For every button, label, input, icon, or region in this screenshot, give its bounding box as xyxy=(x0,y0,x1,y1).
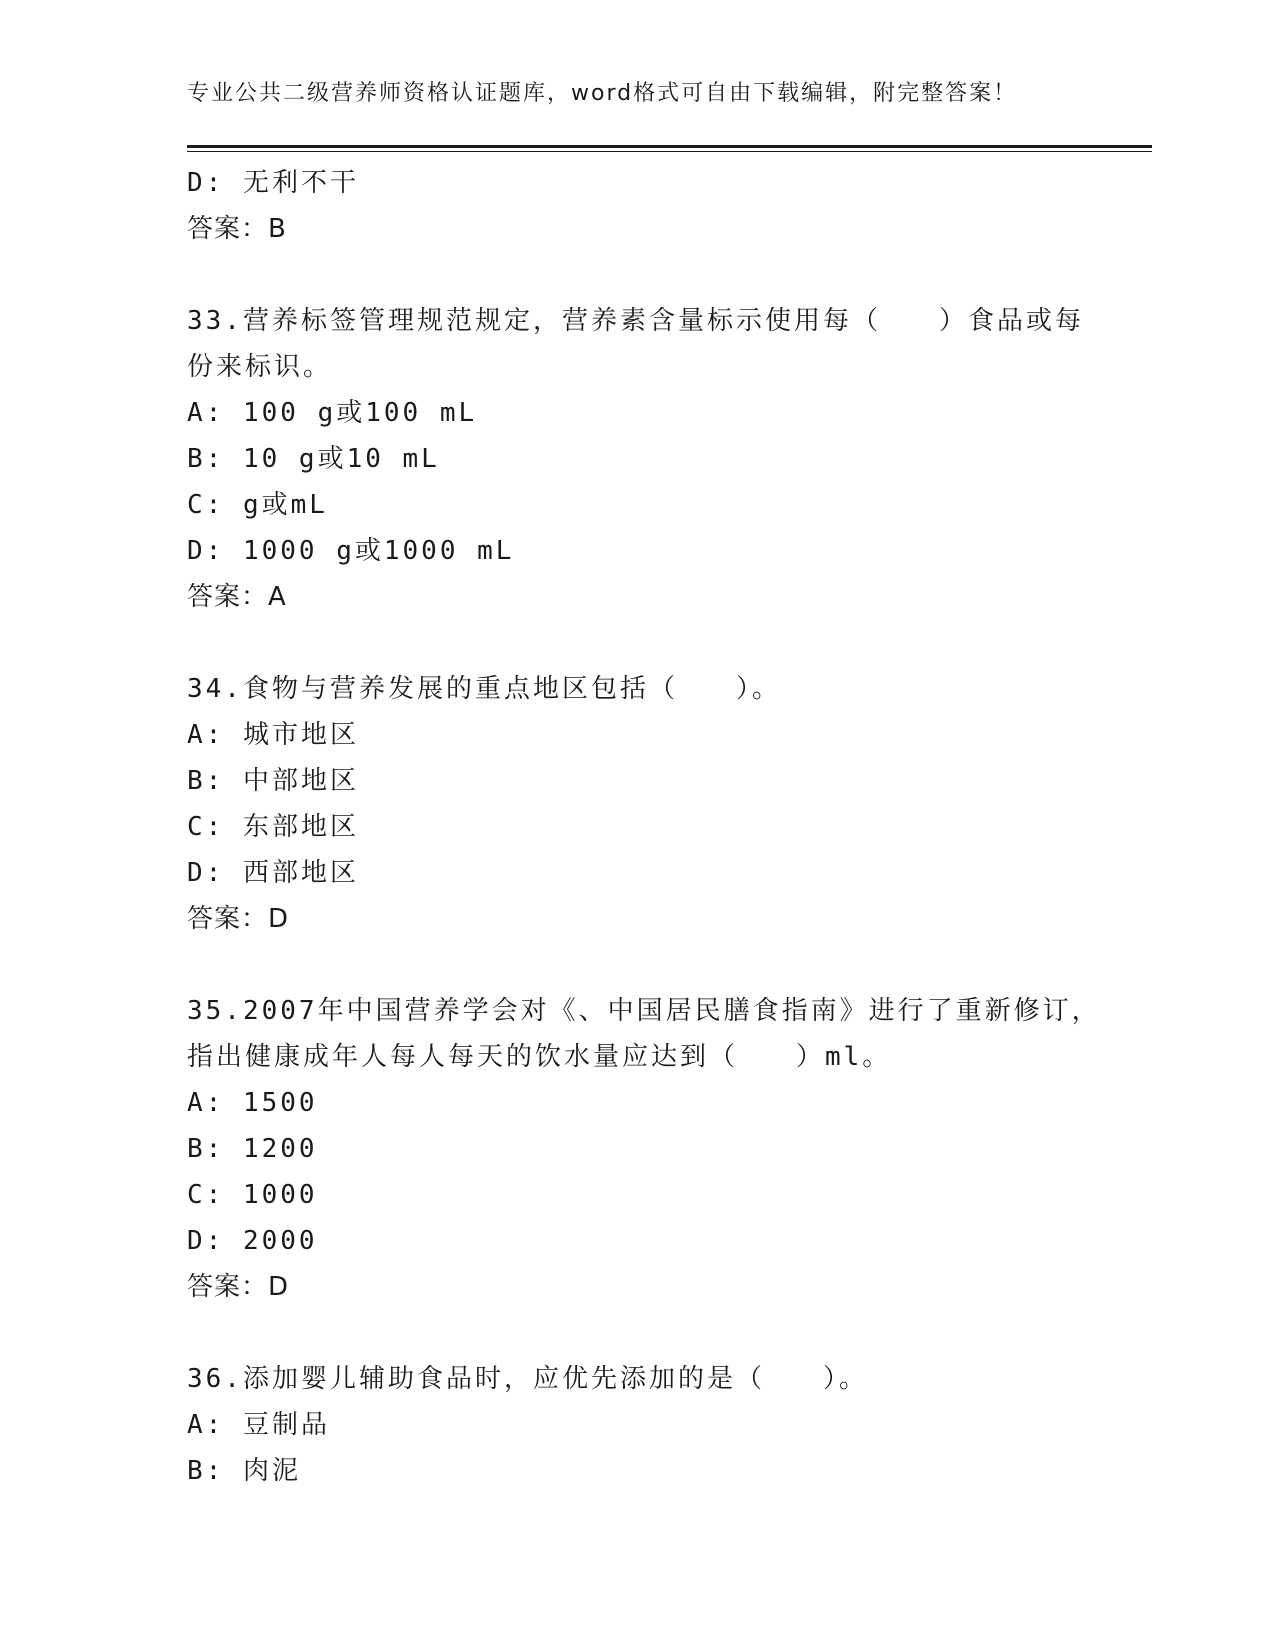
q34-option-b: B: 中部地区 xyxy=(187,766,359,796)
q33-option-b: B: 10 g或10 mL xyxy=(187,444,440,474)
q36-question: 36.添加婴儿辅助食品时，应优先添加的是（ ）。 xyxy=(187,1364,868,1394)
spacer xyxy=(187,1310,1117,1356)
q35-question-line-1: 35.2007年中国营养学会对《、中国居民膳食指南》进行了重新修订， xyxy=(187,996,1101,1026)
question-content xyxy=(187,160,1117,1494)
q34-option-d: D: 西部地区 xyxy=(187,858,359,888)
spacer xyxy=(187,620,1117,666)
q32-answer: 答案：B xyxy=(187,214,287,244)
q33-option-d: D: 1000 g或1000 mL xyxy=(187,536,515,566)
q34-option-c: C: 东部地区 xyxy=(187,812,359,842)
q33-option-a: A: 100 g或100 mL xyxy=(187,398,478,428)
q33-question-line-1: 33.营养标签管理规范规定，营养素含量标示使用每（ ）食品或每 xyxy=(187,306,1084,336)
q33-answer: 答案：A xyxy=(187,582,287,612)
q35-answer: 答案：D xyxy=(187,1272,290,1302)
spacer xyxy=(187,942,1117,988)
q35-option-b: B: 1200 xyxy=(187,1134,318,1164)
page-header: 专业公共二级营养师资格认证题库，word格式可自由下载编辑，附完整答案！ xyxy=(187,81,1018,106)
q33-question-line-2: 份来标识。 xyxy=(187,352,333,382)
header-rule-thick xyxy=(187,145,1152,148)
q35-option-c: C: 1000 xyxy=(187,1180,318,1210)
q32-option-d: D: 无利不干 xyxy=(187,168,359,198)
q34-answer: 答案：D xyxy=(187,904,290,934)
q36-option-a: A: 豆制品 xyxy=(187,1410,330,1440)
header-rule-thin xyxy=(187,151,1152,152)
spacer xyxy=(187,252,1117,298)
q34-option-a: A: 城市地区 xyxy=(187,720,359,750)
q34-question: 34.食物与营养发展的重点地区包括（ ）。 xyxy=(187,674,781,704)
q35-option-a: A: 1500 xyxy=(187,1088,318,1118)
q35-option-d: D: 2000 xyxy=(187,1226,318,1256)
q36-option-b: B: 肉泥 xyxy=(187,1456,301,1486)
q33-option-c: C: g或mL xyxy=(187,490,328,520)
q35-question-line-2: 指出健康成年人每人每天的饮水量应达到（ ）ml。 xyxy=(187,1042,892,1072)
